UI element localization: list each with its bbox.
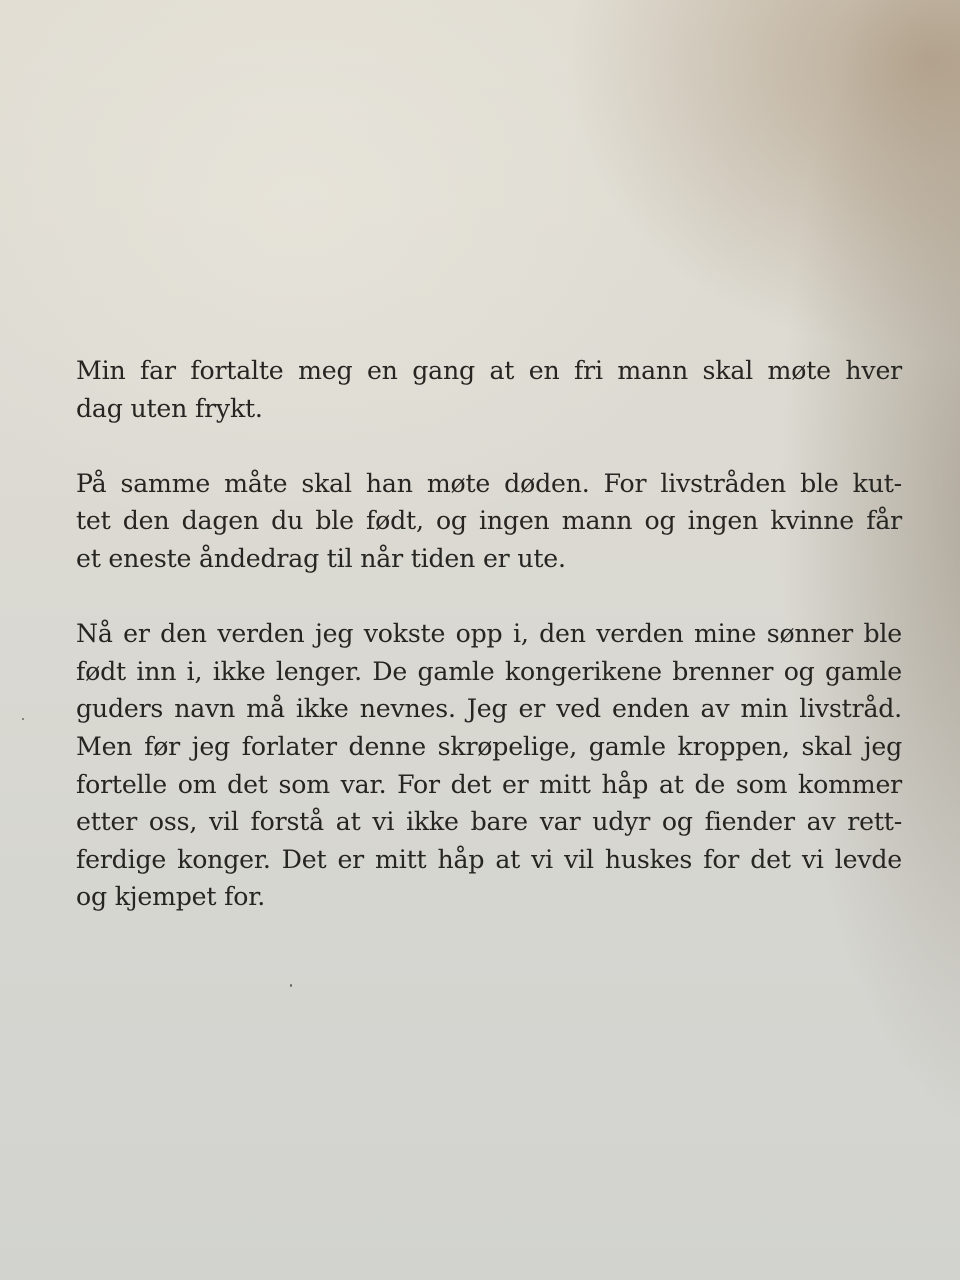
text-line: etter oss, vil forstå at vi ikke bare var udyr og fiender av rett- bbox=[76, 807, 902, 837]
text-line: Men før jeg forlater denne skrøpelige, gamle kroppen, skal jeg bbox=[76, 731, 902, 761]
text-line: dag uten frykt. bbox=[76, 393, 263, 423]
text-line: Min far fortalte meg en gang at en fri mann skal møte hver bbox=[76, 356, 902, 385]
body-text bbox=[76, 352, 902, 954]
text-line: fortelle om det som var. For det er mitt håp at de som kommer bbox=[76, 769, 902, 799]
text-line: På samme måte skal han møte døden. For livstråden ble kut- bbox=[76, 468, 902, 498]
text-line: og kjempet for. bbox=[76, 882, 266, 912]
paragraph-1 bbox=[76, 352, 902, 427]
paragraph-2 bbox=[76, 465, 902, 578]
paper-speck bbox=[290, 984, 292, 987]
text-line: guders navn må ikke nevnes. Jeg er ved enden av min livstråd. bbox=[76, 694, 902, 724]
text-line: Nå er den verden jeg vokste opp i, den verden mine sønner ble bbox=[76, 619, 902, 649]
text-line: tet den dagen du ble født, og ingen mann og ingen kvinne får bbox=[76, 506, 902, 536]
text-line: ferdige konger. Det er mitt håp at vi vil huskes for det vi levde bbox=[76, 844, 902, 874]
paragraph-3 bbox=[76, 615, 902, 916]
paper-speck bbox=[22, 718, 24, 720]
text-line: født inn i, ikke lenger. De gamle kongerikene brenner og gamle bbox=[76, 656, 902, 686]
text-line: et eneste åndedrag til når tiden er ute. bbox=[76, 543, 566, 573]
